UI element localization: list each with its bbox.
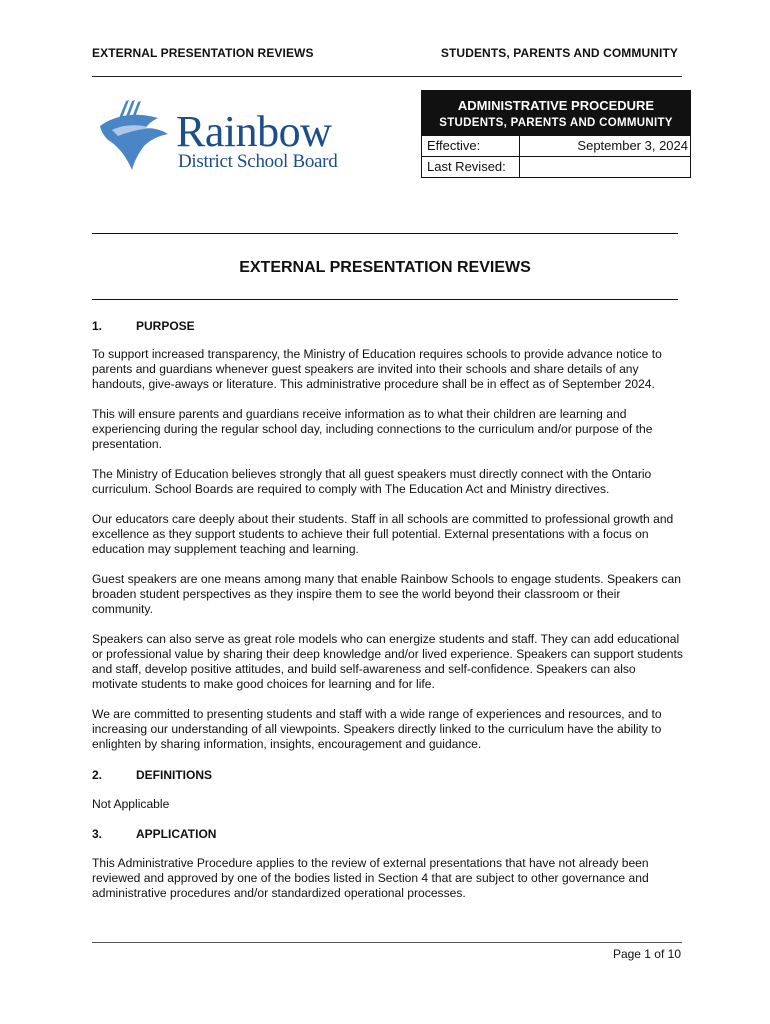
rainbow-hand-icon xyxy=(96,96,176,176)
title-rule-top xyxy=(92,233,678,234)
running-header-right: STUDENTS, PARENTS AND COMMUNITY xyxy=(440,46,678,60)
document-title: EXTERNAL PRESENTATION REVIEWS xyxy=(239,259,531,276)
running-header-left: EXTERNAL PRESENTATION REVIEWS xyxy=(92,46,314,60)
logo-name-main: Rainbow xyxy=(176,107,332,156)
paragraph: Guest speakers are one means among many that enable Rainbow Schools to engage students. Speakers can broaden student perspectives as they inspire them to see the world beyond their classroom or their community. xyxy=(92,572,681,616)
section-title: PURPOSE xyxy=(136,319,195,333)
section-heading-application xyxy=(92,827,216,841)
paragraph: To support increased transparency, the Ministry of Education requires schools to provide advance notice to parents and guardians whenever guest speakers are invited into their schools and share details of any handouts, give-aways or literature. This administrative procedure shall be in effect as of September 2024. xyxy=(92,347,662,391)
section-number: 3. xyxy=(92,827,103,841)
board-logo xyxy=(96,96,346,176)
section-title: DEFINITIONS xyxy=(136,768,213,782)
paragraph: Not Applicable xyxy=(92,797,170,811)
header-rule xyxy=(92,76,682,77)
section-heading-definitions xyxy=(92,768,212,782)
section-number: 1. xyxy=(92,319,103,333)
paragraph: Our educators care deeply about their students. Staff in all schools are committed to professional growth and excellence as they support students to achieve their full potential. External presentations with a focus on education may supplement teaching and learning. xyxy=(92,512,674,556)
section-title: APPLICATION xyxy=(136,827,217,841)
paragraph: Speakers can also serve as great role models who can energize students and staff. They can add educational or professional value by sharing their deep knowledge and/or lived experience. Speakers can support students and staff, develop positive attitudes, and build self-awareness and self-confidence. Speakers can also motivate students to make good choices for learning and for life. xyxy=(92,632,683,691)
procedure-subtitle: STUDENTS, PARENTS AND COMMUNITY xyxy=(439,117,673,129)
paragraph: We are committed to presenting students and staff with a wide range of experiences and resources, and to increasing our understanding of all viewpoints. Speakers directly linked to the curriculum have the ability to enlighten by sharing information, insights, encouragement and guidance. xyxy=(92,707,662,751)
last-revised-value xyxy=(520,157,690,177)
title-rule-bottom xyxy=(92,299,678,300)
effective-row xyxy=(422,135,690,156)
section-number: 2. xyxy=(92,768,103,782)
footer-rule xyxy=(92,942,682,943)
page-number: Page 1 of 10 xyxy=(612,947,681,961)
effective-label: Effective: xyxy=(422,136,520,156)
paragraph: This Administrative Procedure applies to the review of external presentations that have not already been reviewed and approved by one of the bodies listed in Section 4 that are subject to other governance and administrative procedures and/or standardized operational processes. xyxy=(92,856,649,900)
logo-name-sub: District School Board xyxy=(178,151,338,172)
procedure-title: ADMINISTRATIVE PROCEDURE xyxy=(457,98,655,113)
section-heading-purpose xyxy=(92,319,195,333)
last-revised-row xyxy=(422,156,690,177)
effective-value: September 3, 2024 xyxy=(577,138,688,153)
paragraph: The Ministry of Education believes strongly that all guest speakers must directly connect with the Ontario curriculum. School Boards are required to comply with The Education Act and Ministry directives. xyxy=(92,467,652,496)
paragraph: This will ensure parents and guardians receive information as to what their children are learning and experiencing during the regular school day, including connections to the curriculum and/or purpose of the presentation. xyxy=(92,407,653,451)
procedure-info-box xyxy=(421,90,691,178)
procedure-heading-band xyxy=(422,91,690,135)
last-revised-label: Last Revised: xyxy=(422,157,520,177)
